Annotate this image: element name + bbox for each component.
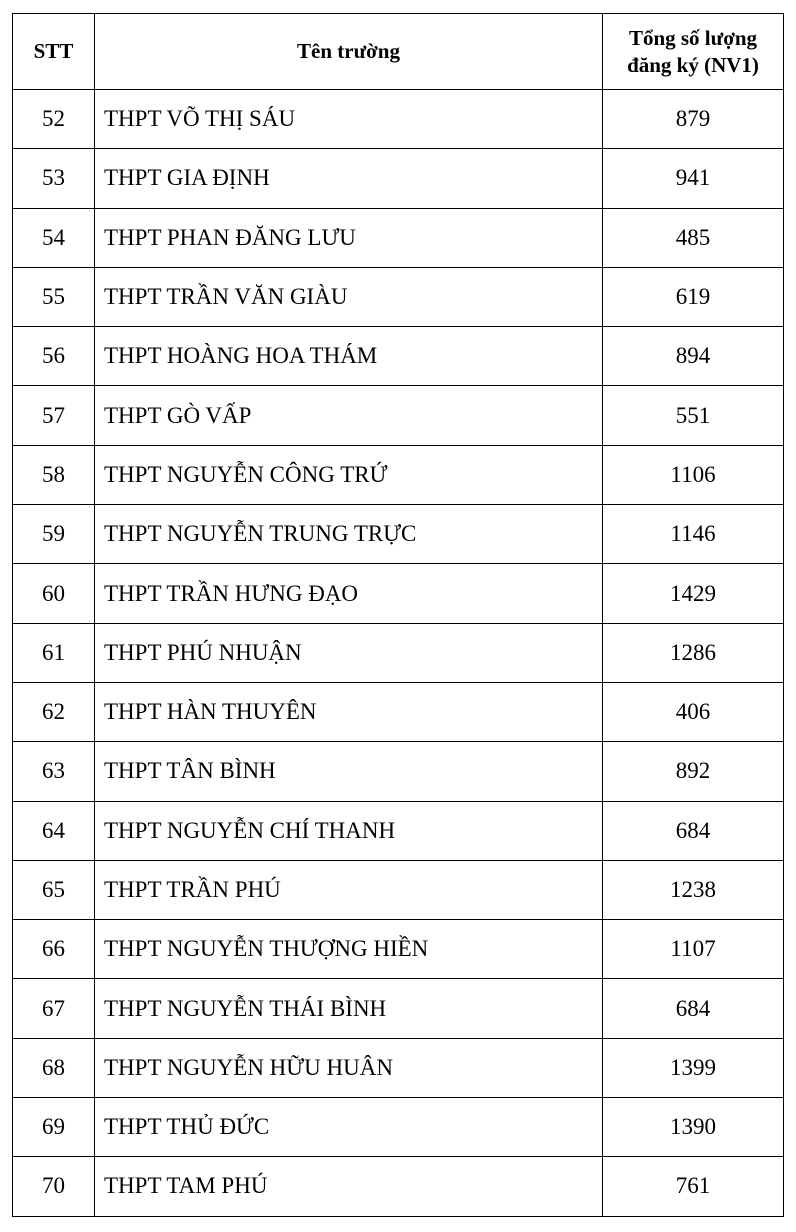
stt-cell: 55 bbox=[13, 267, 95, 326]
total-cell: 1429 bbox=[603, 564, 784, 623]
school-name-cell: THPT TAM PHÚ bbox=[95, 1157, 603, 1216]
table-row bbox=[13, 920, 784, 979]
stt-cell: 57 bbox=[13, 386, 95, 445]
school-name-cell: THPT TÂN BÌNH bbox=[95, 742, 603, 801]
stt-cell: 67 bbox=[13, 979, 95, 1038]
school-name-cell: THPT HÀN THUYÊN bbox=[95, 682, 603, 741]
total-cell: 1238 bbox=[603, 860, 784, 919]
total-cell: 551 bbox=[603, 386, 784, 445]
stt-cell: 69 bbox=[13, 1098, 95, 1157]
total-cell: 619 bbox=[603, 267, 784, 326]
header-total-line1: Tổng số lượng bbox=[628, 25, 758, 50]
total-cell: 1146 bbox=[603, 505, 784, 564]
school-name-cell: THPT NGUYỄN THƯỢNG HIỀN bbox=[95, 920, 603, 979]
stt-cell: 59 bbox=[13, 505, 95, 564]
total-cell: 485 bbox=[603, 208, 784, 267]
school-name-cell: THPT TRẦN HƯNG ĐẠO bbox=[95, 564, 603, 623]
total-cell: 1106 bbox=[603, 445, 784, 504]
table-row bbox=[13, 327, 784, 386]
stt-cell: 65 bbox=[13, 860, 95, 919]
school-name-cell: THPT NGUYỄN CHÍ THANH bbox=[95, 801, 603, 860]
table-row bbox=[13, 386, 784, 445]
table-row bbox=[13, 505, 784, 564]
total-cell: 1107 bbox=[603, 920, 784, 979]
table-row bbox=[13, 267, 784, 326]
registration-table-container bbox=[12, 13, 783, 1217]
table-row bbox=[13, 1157, 784, 1216]
total-cell: 684 bbox=[603, 979, 784, 1038]
school-name-cell: THPT NGUYỄN THÁI BÌNH bbox=[95, 979, 603, 1038]
table-row bbox=[13, 564, 784, 623]
school-name-cell: THPT TRẦN VĂN GIÀU bbox=[95, 267, 603, 326]
stt-cell: 68 bbox=[13, 1038, 95, 1097]
header-total-registrations bbox=[603, 14, 784, 90]
total-cell: 406 bbox=[603, 682, 784, 741]
table-row bbox=[13, 208, 784, 267]
total-cell: 761 bbox=[603, 1157, 784, 1216]
total-cell: 1399 bbox=[603, 1038, 784, 1097]
table-row bbox=[13, 149, 784, 208]
header-total-line2: đăng ký (NV1) bbox=[627, 52, 759, 77]
stt-cell: 52 bbox=[13, 90, 95, 149]
table-header bbox=[13, 14, 784, 90]
school-name-cell: THPT NGUYỄN TRUNG TRỰC bbox=[95, 505, 603, 564]
table-row bbox=[13, 1098, 784, 1157]
stt-cell: 66 bbox=[13, 920, 95, 979]
table-row bbox=[13, 1038, 784, 1097]
header-row bbox=[13, 14, 784, 90]
table-row bbox=[13, 860, 784, 919]
stt-cell: 56 bbox=[13, 327, 95, 386]
total-cell: 894 bbox=[603, 327, 784, 386]
table-row bbox=[13, 682, 784, 741]
stt-cell: 62 bbox=[13, 682, 95, 741]
total-cell: 1390 bbox=[603, 1098, 784, 1157]
school-name-cell: THPT GÒ VẤP bbox=[95, 386, 603, 445]
school-name-cell: THPT PHÚ NHUẬN bbox=[95, 623, 603, 682]
school-name-cell: THPT NGUYỄN HỮU HUÂN bbox=[95, 1038, 603, 1097]
header-stt: STT bbox=[13, 14, 95, 90]
school-name-cell: THPT GIA ĐỊNH bbox=[95, 149, 603, 208]
registration-table bbox=[12, 13, 784, 1217]
table-body bbox=[13, 90, 784, 1217]
total-cell: 1286 bbox=[603, 623, 784, 682]
header-school-name: Tên trường bbox=[95, 14, 603, 90]
table-row bbox=[13, 445, 784, 504]
school-name-cell: THPT TRẦN PHÚ bbox=[95, 860, 603, 919]
stt-cell: 61 bbox=[13, 623, 95, 682]
stt-cell: 70 bbox=[13, 1157, 95, 1216]
stt-cell: 64 bbox=[13, 801, 95, 860]
table-row bbox=[13, 801, 784, 860]
total-cell: 892 bbox=[603, 742, 784, 801]
table-row bbox=[13, 979, 784, 1038]
total-cell: 684 bbox=[603, 801, 784, 860]
table-row bbox=[13, 742, 784, 801]
total-cell: 879 bbox=[603, 90, 784, 149]
stt-cell: 63 bbox=[13, 742, 95, 801]
stt-cell: 60 bbox=[13, 564, 95, 623]
stt-cell: 53 bbox=[13, 149, 95, 208]
table-row bbox=[13, 623, 784, 682]
stt-cell: 54 bbox=[13, 208, 95, 267]
table-row bbox=[13, 90, 784, 149]
stt-cell: 58 bbox=[13, 445, 95, 504]
school-name-cell: THPT VÕ THỊ SÁU bbox=[95, 90, 603, 149]
school-name-cell: THPT NGUYỄN CÔNG TRỨ bbox=[95, 445, 603, 504]
total-cell: 941 bbox=[603, 149, 784, 208]
school-name-cell: THPT PHAN ĐĂNG LƯU bbox=[95, 208, 603, 267]
school-name-cell: THPT THỦ ĐỨC bbox=[95, 1098, 603, 1157]
school-name-cell: THPT HOÀNG HOA THÁM bbox=[95, 327, 603, 386]
